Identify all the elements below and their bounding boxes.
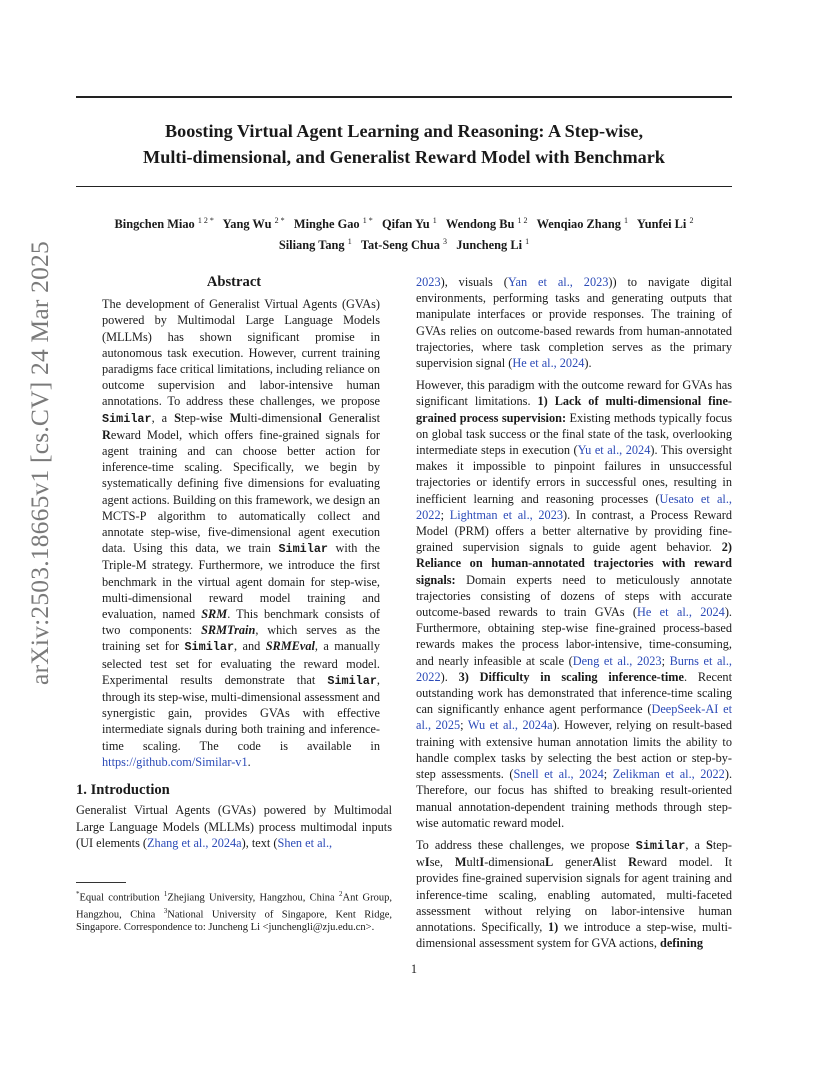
citation[interactable]: Lightman et al., 2023 xyxy=(449,507,563,522)
section-heading-introduction: 1. Introduction xyxy=(76,782,170,799)
proposal-paragraph: To address these challenges, we propose Similar, a Step-wIse, MultI-dimensionaL generAlist Reward model. It provides fine-grained supervision signals for agent training and inference-time scaling, enabling automated, multi-faceted assessment without relying on labor-intensive human annotations. Specifically, 1) we introduce a step-wise, multi-dimensional assessment system for GVA actions, defining xyxy=(416,837,732,951)
title-line-2: Multi-dimensional, and Generalist Reward Model with Benchmark xyxy=(143,147,665,167)
intro-paragraph-start: Generalist Virtual Agents (GVAs) powered by Multimodal Large Language Models (MLLMs) process multimodal inputs (UI elements (Zhang et al., 2024a), text (Shen et al., xyxy=(76,803,392,850)
affiliation-mark: 1 xyxy=(525,237,530,247)
citation[interactable]: Snell et al., 2024 xyxy=(513,767,604,782)
paper-title xyxy=(76,118,732,170)
citation[interactable]: Burns et al., 2022 xyxy=(416,653,732,684)
citation[interactable]: Shen et al., xyxy=(277,835,333,850)
author: Siliang Tang xyxy=(278,238,345,253)
citation[interactable]: Zhang et al., 2024a xyxy=(147,835,242,850)
author: Wendong Bu xyxy=(445,217,515,232)
title-rule-bottom xyxy=(76,186,732,187)
author-line-1 xyxy=(76,212,732,233)
citation[interactable]: He et al., 2024 xyxy=(512,356,585,371)
footnote-rule xyxy=(76,882,126,883)
page-number: 1 xyxy=(410,962,418,976)
affiliation-mark: 1 2 * xyxy=(197,216,214,225)
limitations-paragraph: However, this paradigm with the outcome reward for GVAs has significant limitations. 1) Lack of multi-dimensional fine-grained process supervision: Existing methods typically focus on global task success or the final state of the task, overlooking intermediate steps in execution (Yu et al., 2024). This oversight makes it impossible to pinpoint failures in unsuccessful trajectories or identify errors in successful ones, resulting in inefficient learning and reasoning processes (Uesato et al., 2022; Lightman et al., 2023). In contrast, a Process Reward Model (PRM) offers a better alternative by providing fine-grained supervision signals to guide agent behavior. 2) Reliance on human-annotated trajectories with reward signals: Domain experts need to meticulously annotate trajectories consisting of dozens of steps with accurate outcome-based rewards to train GVAs (He et al., 2024). Furthermore, obtaining step-wise fine-grained process-based rewards makes the process labor-intensive, time-consuming, and nearly infeasible at scale (Deng et al., 2023; Burns et al., 2022). 3) Difficulty in scaling inference-time. Recent outstanding work has demonstrated that inference-time scaling can significantly enhance agent performance (DeepSeek-AI et al., 2025; Wu et al., 2024a). However, relying on result-based training with extensive human annotation limits the ability to handle complex tasks by selecting the best action or step-by-step assessments. (Snell et al., 2024; Zelikman et al., 2022). Therefore, our focus has shifted to breaking result-oriented manual annotation-dependent training methods through step-wise automatic reward model. xyxy=(416,378,733,830)
affiliation-mark: 2 xyxy=(689,216,694,225)
abstract-text: The development of Generalist Virtual Agents (GVAs) powered by Multimodal Large Language Models (MLLMs) has shown significant promise in autonomous task execution. However, current training paradigms face critical limitations, including reliance on outcome supervision and labor-intensive human annotations. To address these challenges, we propose Similar, a Step-wise Multi-dimensional Generalist Reward Model, which offers fine-grained signals for agent training and can choose better action for inference-time scaling. Specifically, we begin by systematically defining five dimensions for evaluating agent actions. Building on this framework, we design an MCTS-P algorithm to automatically collect and annotate step-wise, five-dimensional agent execution data. Using this data, we train Similar with the Triple-M strategy. Furthermore, we introduce the first benchmark in the virtual agent domain for step-wise, multi-dimensional reward model training and evaluation, named SRM. This benchmark consists of two components: SRMTrain, which serves as the training set for Similar, and SRMEval, a manually selected test set for evaluating the reward model. Experimental results demonstrate that Similar, through its step-wise, multi-dimensional assessment and synergistic gain, provides GVAs with effective intermediate signals during both training and inference-time scaling. The code is available in https://github.com/Similar-v1. xyxy=(102,297,381,769)
title-rule-top xyxy=(76,96,732,98)
citation[interactable]: Uesato et al., 2022 xyxy=(416,491,732,522)
author: Bingchen Miao xyxy=(114,217,195,232)
citation[interactable]: He et al., 2024 xyxy=(637,605,725,620)
citation[interactable]: Zelikman et al., 2022 xyxy=(612,767,725,782)
author: Yunfei Li xyxy=(636,217,687,232)
author: Minghe Gao xyxy=(293,217,360,232)
affiliation-mark: 3 xyxy=(443,237,447,247)
footnote: *Equal contribution $^1$Zhejiang University, Hangzhou, China $^2$Ant Group, Hangzhou, China $^3$National University of Singapore, Kent Ridge, Singapore. Correspondence to: Juncheng Li <junchengli@zju.edu.cn>. xyxy=(76,890,392,934)
left-column xyxy=(76,274,392,857)
author: Wenqiao Zhang xyxy=(536,217,621,232)
right-column xyxy=(416,274,732,957)
citation[interactable]: Yan et al., 2023 xyxy=(507,275,609,289)
affiliation-mark: 1 xyxy=(624,216,629,225)
affiliation-mark: 1 xyxy=(347,237,352,247)
citation[interactable]: Deng et al., 2023 xyxy=(572,653,662,668)
citation[interactable]: DeepSeek-AI et al., 2025 xyxy=(416,702,732,733)
affiliation-mark: 2 * xyxy=(274,216,285,225)
affiliation-mark: 1 * xyxy=(362,216,373,225)
abstract-heading: Abstract xyxy=(206,274,262,290)
citation[interactable]: Yu et al., 2024 xyxy=(577,443,651,458)
citation[interactable]: Wu et al., 2024a xyxy=(467,718,553,733)
intro-paragraph-continued: 2023), visuals (Yan et al., 2023)) to navigate digital environments, performing tasks and generating outputs that manipulate interfaces or provide responses. The training of GVAs relies on outcome-based rewards from human-annotated trajectories, where task completion serves as the primary supervision signal (He et al., 2024). xyxy=(416,275,732,371)
author: Juncheng Li xyxy=(456,238,523,253)
arxiv-identifier: arXiv:2503.18665v1 [cs.CV] 24 Mar 2025 xyxy=(25,241,54,685)
author: Tat-Seng Chua xyxy=(360,238,440,253)
arxiv-watermark xyxy=(20,241,60,685)
title-line-1: Boosting Virtual Agent Learning and Reasoning: A Step-wise, xyxy=(165,121,643,141)
citation[interactable]: 2023 xyxy=(416,275,441,289)
author: Qifan Yu xyxy=(382,217,430,232)
affiliation-mark: 1 xyxy=(432,216,437,225)
affiliation-mark: 1 2 xyxy=(517,216,528,225)
author-list xyxy=(76,212,732,254)
author: Yang Wu xyxy=(222,217,272,232)
author-line-2 xyxy=(76,233,732,254)
code-link[interactable]: https://github.com/Similar-v1 xyxy=(102,754,248,769)
